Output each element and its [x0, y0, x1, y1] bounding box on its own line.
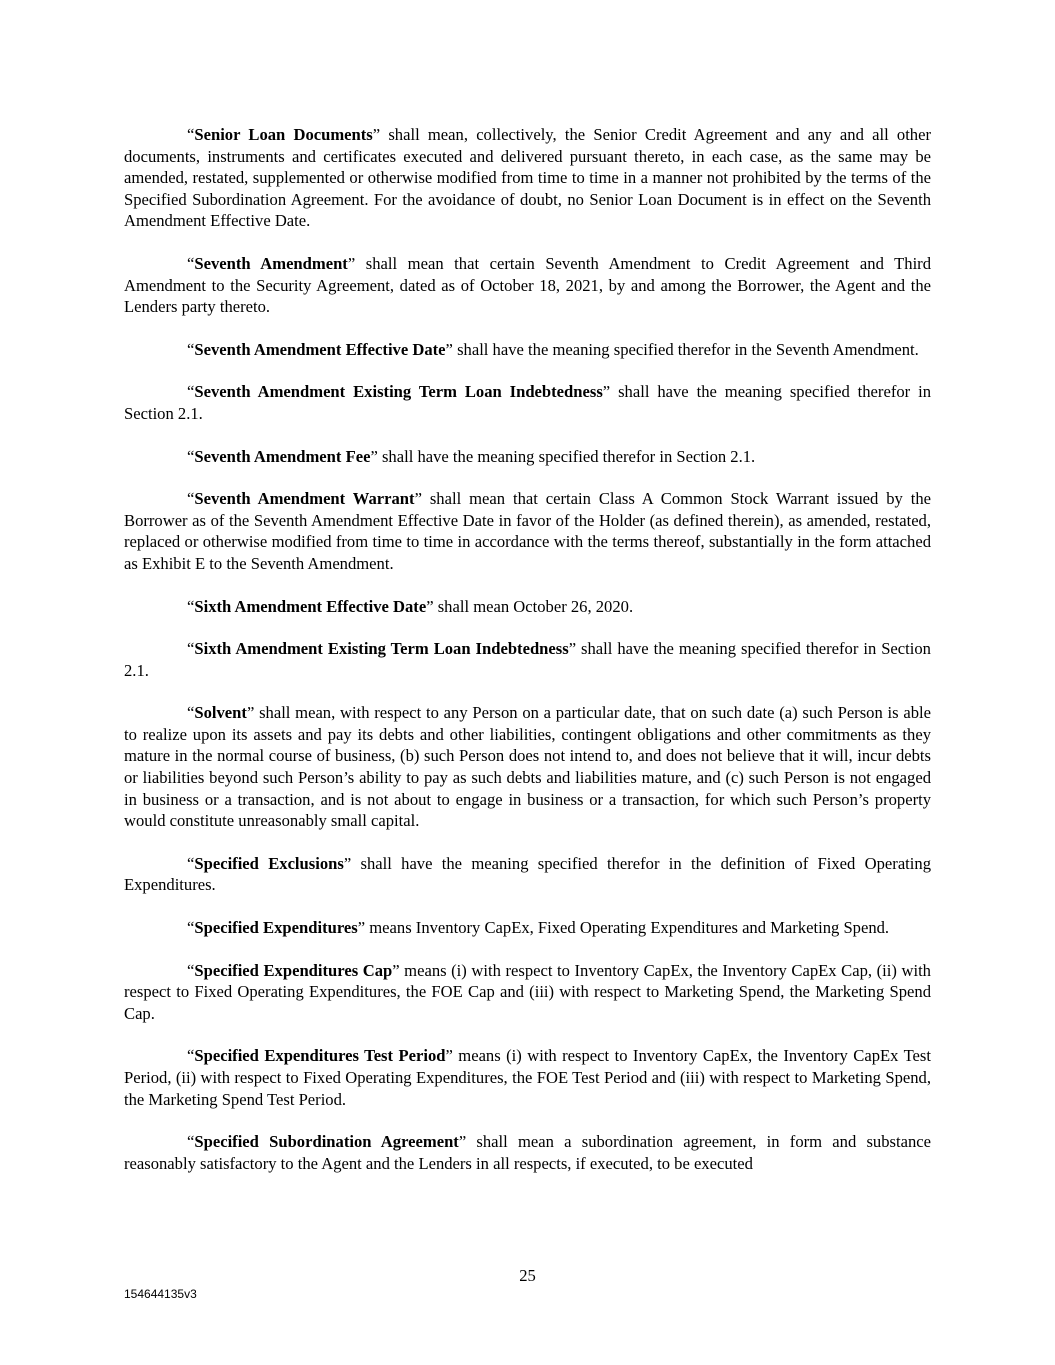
defined-term: Solvent [194, 703, 247, 723]
definition-paragraph: “Seventh Amendment Warrant” shall mean that certain Class A Common Stock Warrant issued by the Borrower as of the Seventh Amendment Effective Date in favor of the Holder (as defined therein), as amended, restated, replaced or otherwise modified from time to time in accordance with the terms thereof, substantially in the form attached as Exhibit E to the Seventh Amendment. [124, 489, 931, 573]
defined-term: Senior Loan Documents [194, 125, 373, 144]
definition-text: shall have the meaning specified therefor in Section 2.1. [124, 382, 931, 423]
defined-term: Sixth Amendment Existing Term Loan Indebtedness [194, 639, 569, 659]
definition-text: shall mean that certain Seventh Amendment to Credit Agreement and Third Amendment to the Security Agreement, dated as of October 18, 2021, by and among the Borrower, the Agent and the Lenders party thereto. [124, 253, 931, 317]
defined-term: Specified Subordination Agreement [194, 1132, 459, 1152]
defined-term: Specified Expenditures Test Period [194, 1046, 446, 1066]
definition-paragraph: “Sixth Amendment Effective Date” shall mean October 26, 2020. [187, 596, 634, 616]
definition-text: shall mean, collectively, the Senior Credit Agreement and any and all other documents, instruments and certificates executed and delivered pursuant thereto, in each case, as the same may be amended, restated, supplemented or otherwise modified from time to time in a manner not prohibited by the terms of the Specified Subordination Agreement. For the avoidance of doubt, no Senior Loan Document is in effect on the Seventh Amendment Effective Date. [124, 125, 931, 231]
page-number: 25 [519, 1266, 536, 1285]
defined-term: Seventh Amendment Effective Date [194, 339, 446, 359]
definition-text: means Inventory CapEx, Fixed Operating Expenditures and Marketing Spend. [365, 918, 890, 938]
definition-paragraph: “Seventh Amendment Effective Date” shall have the meaning specified therefor in the Seventh Amendment. [187, 339, 919, 359]
definition-paragraph: “Seventh Amendment Existing Term Loan Indebtedness” shall have the meaning specified therefor in Section 2.1. [124, 382, 931, 423]
defined-term: Specified Exclusions [194, 853, 344, 873]
defined-term: Seventh Amendment Existing Term Loan Indebtedness [194, 382, 603, 402]
defined-term: Sixth Amendment Effective Date [194, 596, 427, 616]
definition-paragraph: “Specified Expenditures” means Inventory CapEx, Fixed Operating Expenditures and Marketing Spend. [187, 918, 890, 938]
definition-paragraph: “Solvent” shall mean, with respect to any Person on a particular date, that on such date (a) such Person is able to realize upon its assets and pay its debts and other liabilities, contingent obligations and other commitments as they mature in the normal course of business, (b) such Person does not intend to, and does not believe that it will, incur debts or liabilities beyond such Person’s ability to pay as such debts and liabilities mature, and (c) such Person is not engaged in business or a transaction, and is not about to engage in business or a transaction, for which such Person’s property would constitute unreasonably small capital. [124, 703, 931, 831]
defined-term: Seventh Amendment Warrant [194, 489, 415, 509]
defined-term: Specified Expenditures [194, 918, 358, 938]
definition-text: means (i) with respect to Inventory CapEx, the Inventory CapEx Test Period, (ii) with respect to Fixed Operating Expenditures, the FOE Test Period and (iii) with respect to Marketing Spend, the Marketing Spend Test Period. [124, 1046, 931, 1109]
definition-paragraph: “Specified Expenditures Test Period” means (i) with respect to Inventory CapEx, the Inventory CapEx Test Period, (ii) with respect to Fixed Operating Expenditures, the FOE Test Period and (iii) with respect to Marketing Spend, the Marketing Spend Test Period. [124, 1046, 931, 1109]
definition-paragraph: “Senior Loan Documents” shall mean, collectively, the Senior Credit Agreement and any and all other documents, instruments and certificates executed and delivered pursuant thereto, in each case, as the same may be amended, restated, supplemented or otherwise modified from time to time in a manner not prohibited by the terms of the Specified Subordination Agreement. For the avoidance of doubt, no Senior Loan Document is in effect on the Seventh Amendment Effective Date. [124, 125, 931, 231]
definition-text: shall have the meaning specified therefor in Section 2.1. [377, 446, 756, 466]
document-id: 154644135v3 [124, 1287, 197, 1301]
definition-text: shall mean, with respect to any Person on a particular date, that on such date (a) such Person is able to realize upon its assets and pay its debts and other liabilities, contingent obligations and other commitments as they mature in the normal course of business, (b) such Person does not intend to, and does not believe that it will, incur debts or liabilities beyond such Person’s ability to pay as such debts and liabilities mature, and (c) such Person is not engaged in business or a transaction, and is not about to engage in business or a transaction, for which such Person’s property would constitute unreasonably small capital. [124, 703, 931, 831]
definition-text: shall have the meaning specified therefor in the definition of Fixed Operating Expenditures. [124, 853, 931, 895]
definition-paragraph: “Sixth Amendment Existing Term Loan Indebtedness” shall have the meaning specified therefor in Section 2.1. [124, 639, 931, 680]
definition-paragraph: “Specified Expenditures Cap” means (i) with respect to Inventory CapEx, the Inventory CapEx Cap, (ii) with respect to Fixed Operating Expenditures, the FOE Cap and (iii) with respect to Marketing Spend, the Marketing Spend Cap. [124, 960, 931, 1023]
defined-term: Seventh Amendment Fee [194, 446, 371, 466]
document-body [124, 124, 931, 1195]
definition-paragraph: “Specified Exclusions” shall have the meaning specified therefor in the definition of Fixed Operating Expenditures. [124, 853, 931, 895]
definition-text: shall have the meaning specified therefor in Section 2.1. [124, 639, 931, 680]
definition-text: shall mean a subordination agreement, in form and substance reasonably satisfactory to the Agent and the Lenders in all respects, if executed, to be executed [124, 1132, 931, 1173]
definition-text: shall mean that certain Class A Common Stock Warrant issued by the Borrower as of the Seventh Amendment Effective Date in favor of the Holder (as defined therein), as amended, restated, replaced or otherwise modified from time to time in accordance with the terms thereof, substantially in the form attached as Exhibit E to the Seventh Amendment. [124, 489, 931, 573]
definition-paragraph: “Specified Subordination Agreement” shall mean a subordination agreement, in form and substance reasonably satisfactory to the Agent and the Lenders in all respects, if executed, to be executed [124, 1132, 931, 1173]
defined-term: Specified Expenditures Cap [194, 960, 393, 980]
definition-paragraph: “Seventh Amendment” shall mean that certain Seventh Amendment to Credit Agreement and Third Amendment to the Security Agreement, dated as of October 18, 2021, by and among the Borrower, the Agent and the Lenders party thereto. [124, 253, 931, 317]
definition-text: means (i) with respect to Inventory CapEx, the Inventory CapEx Cap, (ii) with respect to Fixed Operating Expenditures, the FOE Cap and (iii) with respect to Marketing Spend, the Marketing Spend Cap. [124, 960, 931, 1023]
defined-term: Seventh Amendment [194, 253, 348, 273]
definition-text: shall mean October 26, 2020. [433, 596, 634, 616]
definition-text: shall have the meaning specified therefor in the Seventh Amendment. [452, 339, 919, 359]
definition-paragraph: “Seventh Amendment Fee” shall have the meaning specified therefor in Section 2.1. [187, 446, 756, 466]
